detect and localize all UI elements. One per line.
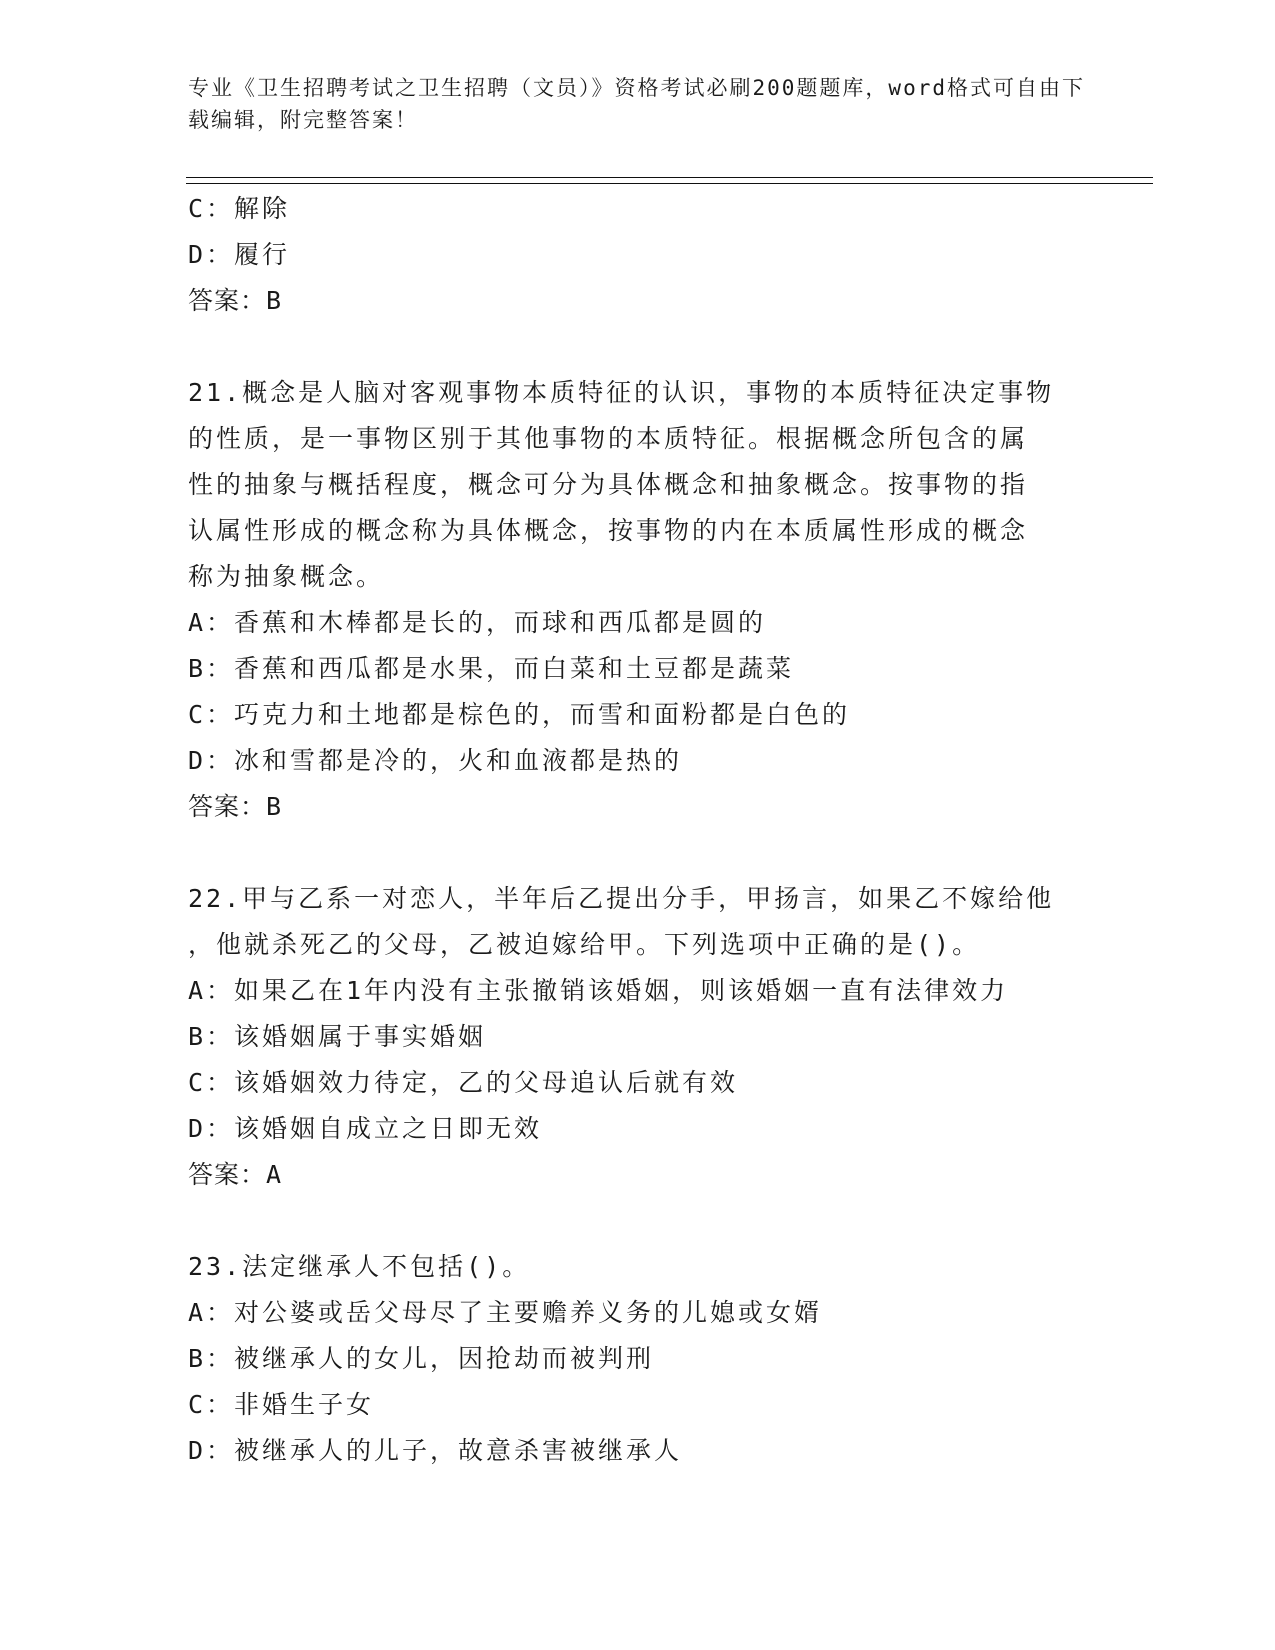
question-stem-line: 性的抽象与概括程度，概念可分为具体概念和抽象概念。按事物的指	[188, 470, 1029, 499]
question-stem-line: 认属性形成的概念称为具体概念，按事物的内在本质属性形成的概念	[188, 516, 1029, 545]
question-21	[188, 370, 1088, 830]
header-rule-top	[186, 177, 1153, 178]
option-a: A：如果乙在1年内没有主张撤销该婚姻，则该婚姻一直有法律效力	[188, 976, 1009, 1005]
option-c: C：巧克力和土地都是棕色的，而雪和面粉都是白色的	[188, 700, 851, 729]
option-b: B：香蕉和西瓜都是水果，而白菜和土豆都是蔬菜	[188, 654, 795, 683]
option-c: C：非婚生子女	[188, 1390, 375, 1419]
option-a: A：对公婆或岳父母尽了主要赡养义务的儿媳或女婿	[188, 1298, 823, 1327]
document-header: 专业《卫生招聘考试之卫生招聘（文员）》资格考试必刷200题题库，word格式可自由下载编辑，附完整答案！	[188, 76, 1085, 132]
answer: 答案：B	[188, 286, 283, 315]
answer: 答案：A	[188, 1160, 283, 1189]
option-d: D：履行	[188, 240, 291, 269]
option-a: A：香蕉和木棒都是长的，而球和西瓜都是圆的	[188, 608, 767, 637]
question-stem-line: 的性质，是一事物区别于其他事物的本质特征。根据概念所包含的属	[188, 424, 1029, 453]
option-d: D：该婚姻自成立之日即无效	[188, 1114, 543, 1143]
option-b: B：被继承人的女儿，因抢劫而被判刑	[188, 1344, 655, 1373]
spacer	[188, 324, 1088, 370]
question-stem-line: 称为抽象概念。	[188, 562, 385, 591]
question-20-continued	[188, 186, 1088, 324]
question-stem-line: 21.概念是人脑对客观事物本质特征的认识，事物的本质特征决定事物	[188, 378, 1055, 407]
option-d: D：冰和雪都是冷的，火和血液都是热的	[188, 746, 683, 775]
answer: 答案：B	[188, 792, 283, 821]
spacer	[188, 830, 1088, 876]
question-22	[188, 876, 1088, 1198]
option-b: B：该婚姻属于事实婚姻	[188, 1022, 487, 1051]
header-rule-bottom	[186, 183, 1153, 184]
question-content	[188, 186, 1088, 1474]
spacer	[188, 1198, 1088, 1244]
question-stem-line: 23.法定继承人不包括()。	[188, 1252, 531, 1281]
question-stem-line: 22.甲与乙系一对恋人，半年后乙提出分手，甲扬言，如果乙不嫁给他	[188, 884, 1055, 913]
option-d: D：被继承人的儿子，故意杀害被继承人	[188, 1436, 683, 1465]
question-23	[188, 1244, 1088, 1474]
question-stem-line: ，他就杀死乙的父母，乙被迫嫁给甲。下列选项中正确的是()。	[188, 930, 981, 959]
option-c: C：解除	[188, 194, 291, 223]
option-c: C：该婚姻效力待定，乙的父母追认后就有效	[188, 1068, 739, 1097]
